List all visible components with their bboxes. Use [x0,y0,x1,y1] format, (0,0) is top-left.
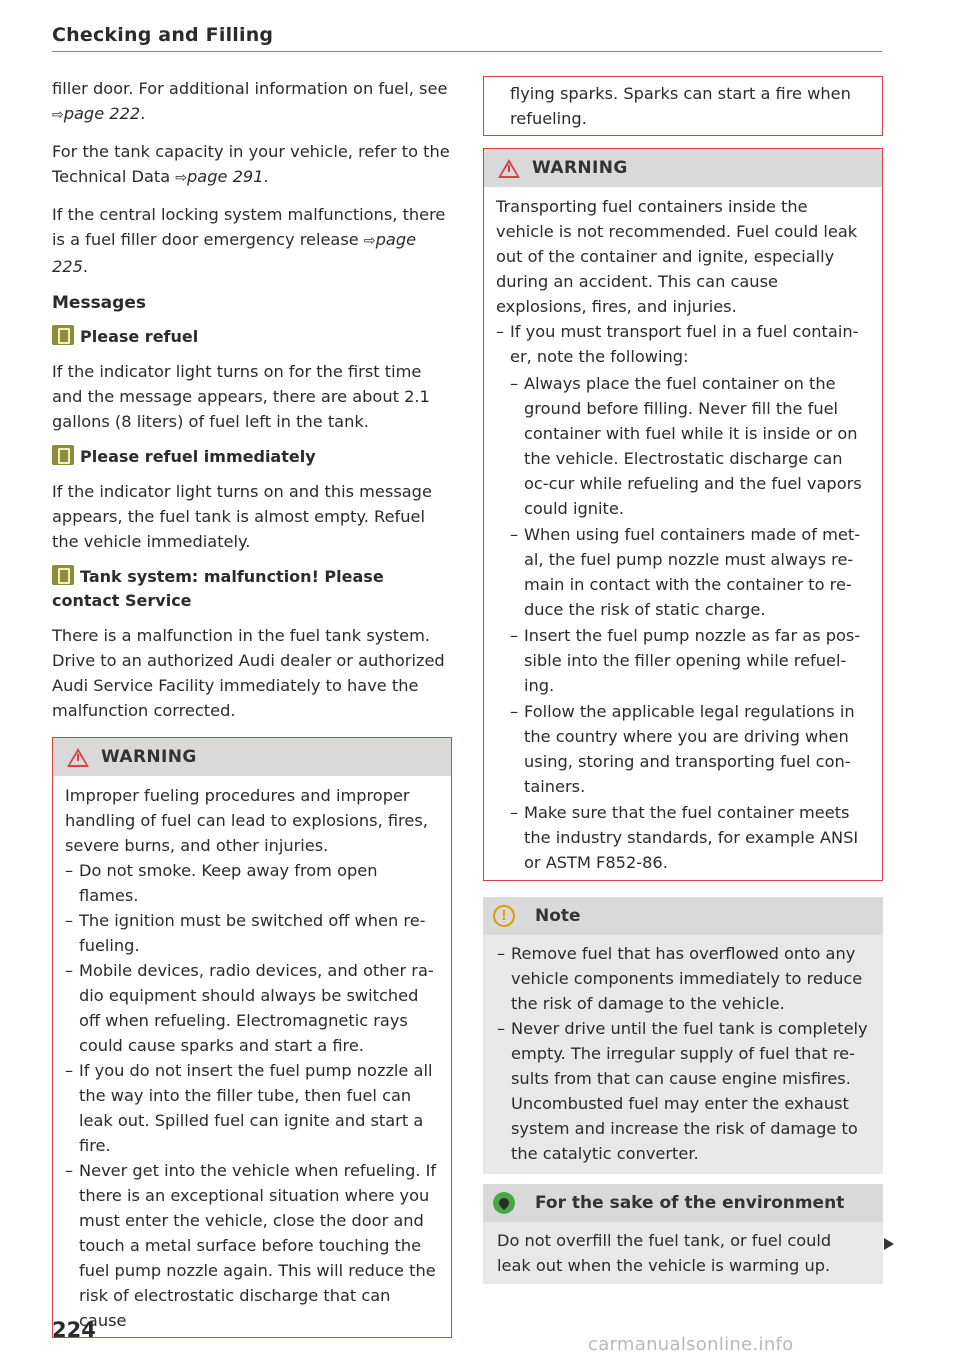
warning-body [53,776,451,1337]
warning-header: WARNING [53,738,451,776]
environment-text: Do not overfill the fuel tank, or fuel could leak out when the vehicle is warming up. [497,1231,832,1275]
warning-triangle-icon [498,159,520,178]
continue-arrow-icon [884,1238,894,1250]
list-item: – Remove fuel that has overflowed onto any vehicle components immediately to reduce the risk of damage to the vehicle. [497,941,869,1016]
note-header: ! Note [483,897,883,935]
fuel-pump-indicator-icon [52,445,74,465]
page-number: 224 [52,1318,96,1342]
warning-triangle-icon [67,748,89,767]
warning-sublist [510,371,870,875]
right-column [483,76,883,1284]
list-item: – Insert the fuel pump nozzle as far as pos-sible into the filler opening while refuel-ing. [510,623,870,698]
message-title-refuel-immediately: Please refuel immediately [52,445,452,469]
paragraph-tank-capacity: For the tank capacity in your vehicle, refer to the Technical Data ⇨page 291. [52,142,450,186]
leaf-icon [493,1192,515,1214]
warning-box-fueling [52,737,452,1338]
warning-box-continued [483,76,883,136]
warning-list [496,319,870,875]
list-item: – Never drive until the fuel tank is completely empty. The irregular supply of fuel that re-sults from that can cause engine misfires. Uncombusted fuel may enter the exhaust system and increase the risk of damage to the catalytic converter. [497,1016,869,1166]
exclamation-circle-icon: ! [493,905,515,927]
fuel-pump-indicator-icon [52,325,74,345]
section-title: Checking and Filling [52,24,274,46]
warning-intro: Improper fueling procedures and improper handling of fuel can lead to explosions, fires, severe burns, and other injuries. [65,786,428,855]
list-item: – Always place the fuel container on the ground before filling. Never fill the fuel container with fuel while it is inside or on the vehicle. Electrostatic discharge can oc-cur while refueling and the fuel vapors could ignite. [510,371,870,521]
page-ref-link[interactable]: ⇨page 291 [175,167,264,186]
list-item: – Follow the applicable legal regulations in the country where you are driving when using, storing and transporting fuel con-tainers. [510,699,870,799]
page-ref-link[interactable]: ⇨page 222 [52,104,141,123]
list-item: – Never get into the vehicle when refueling. If there is an exceptional situation where you must enter the vehicle, close the door and touch a metal surface before touching the fuel pump nozzle again. This will reduce the risk of electrostatic discharge that can cause [65,1158,439,1333]
paragraph-emergency-release: If the central locking system malfunctions, there is a fuel filler door emergency release ⇨page 225. [52,205,446,276]
note-body [483,935,883,1174]
environment-body [483,1222,883,1284]
list-item: – When using fuel containers made of met-al, the fuel pump nozzle must always re-main in contact with the container to re-duce the risk of static charge. [510,522,870,622]
fuel-pump-indicator-icon [52,565,74,585]
list-item: – If you do not insert the fuel pump nozzle all the way into the filler tube, then fuel can leak out. Spilled fuel can ignite and start a fire. [65,1058,439,1158]
message-text-refuel-immediately: If the indicator light turns on and this message appears, the fuel tank is almost empty. Refuel the vehicle immediately. [52,482,432,551]
messages-heading: Messages [52,293,146,313]
warning-box-containers [483,148,883,881]
message-title-refuel: Please refuel [52,325,452,349]
watermark: carmanualsonline.info [588,1334,794,1355]
warning-continued-text: flying sparks. Sparks can start a fire when refueling. [510,84,851,128]
left-column [52,76,452,1338]
list-item: – The ignition must be switched off when re-fueling. [65,908,439,958]
list-item: – Mobile devices, radio devices, and other ra-dio equipment should always be switched off when refueling. Electromagnetic rays could cause sparks and start a fire. [65,958,439,1058]
environment-header: For the sake of the environment [483,1184,883,1222]
list-item: – If you must transport fuel in a fuel contain-er, note the following: – Always place the fuel container on the ground before filling. Never fill the fuel container with fuel while it is inside or on the vehicle. Electrostatic discharge can oc-cur while refueling and the fuel vapors could ignite. – When using fuel containers made of met-al, the fuel pump nozzle must always re-main in contact with the container to re-duce the risk of static charge. – Insert the fuel pump nozzle as far as pos-sible into the filler opening while refuel-ing. – Follow the applicable legal regulations in the country where you are driving when using, storing and transporting fuel con-tainers. – Make sure that the fuel container meets the industry standards, for example ANSI or ASTM F852-86. [496,319,870,875]
paragraph-fuel-info: filler door. For additional information on fuel, see ⇨page 222. [52,79,448,123]
page-ref-link[interactable]: ⇨page 225 [52,230,417,276]
arrow-right-icon: ⇨ [363,233,376,249]
warning-body [484,187,882,880]
environment-box [483,1184,883,1284]
warning-list [65,858,439,1333]
note-box [483,897,883,1174]
arrow-right-icon: ⇨ [52,107,64,123]
list-item: – Do not smoke. Keep away from open flames. [65,858,439,908]
warning-intro: Transporting fuel containers inside the vehicle is not recommended. Fuel could leak out of the container and ignite, especially during an accident. This can cause explosions, fires, and injuries. [496,197,858,316]
page-header [52,24,882,46]
arrow-right-icon: ⇨ [175,170,188,186]
note-list [497,941,869,1166]
warning-header: WARNING [484,149,882,187]
list-item: – Make sure that the fuel container meets the industry standards, for example ANSI or ASTM F852-86. [510,800,870,875]
message-title-tank-malfunction: Tank system: malfunction! Please contact Service [52,567,384,610]
header-divider [52,51,882,52]
message-text-tank-malfunction: There is a malfunction in the fuel tank system. Drive to an authorized Audi dealer or authorized Audi Service Facility immediately to have the malfunction corrected. [52,626,445,720]
message-text-refuel: If the indicator light turns on for the first time and the message appears, there are about 2.1 gallons (8 liters) of fuel left in the tank. [52,362,430,431]
